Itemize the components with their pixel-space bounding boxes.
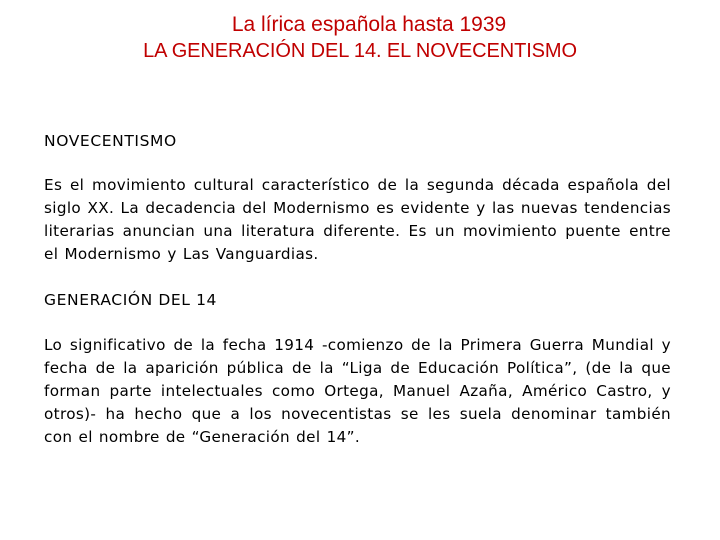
slide-title — [0, 12, 720, 64]
title-line-1: La lírica española hasta 1939 — [231, 13, 507, 36]
section-paragraph-novecentismo: Es el movimiento cultural característico de la segunda década española del siglo XX. La decadencia del Modernismo es evidente y las nuevas tendencias literarias anuncian una literatura diferente. Es un movimiento puente entre el Modernismo y Las Vanguardias. — [44, 176, 671, 263]
title-line-2: LA GENERACIÓN DEL 14. EL NOVECENTISMO — [143, 40, 577, 62]
section-paragraph-generacion: Lo significativo de la fecha 1914 -comienzo de la Primera Guerra Mundial y fecha de la aparición pública de la “Liga de Educación Política”, (de la que forman parte intelectuales como Ortega, Manuel Azaña, Américo Castro, y otros)- ha hecho que a los novecentistas se les suela denominar también con el nombre de “Generación del 14”. — [44, 336, 671, 446]
section-heading-novecentismo: NOVECENTISMO — [44, 132, 177, 150]
slide-content — [44, 130, 671, 449]
section-heading-generacion: GENERACIÓN DEL 14 — [44, 291, 217, 309]
